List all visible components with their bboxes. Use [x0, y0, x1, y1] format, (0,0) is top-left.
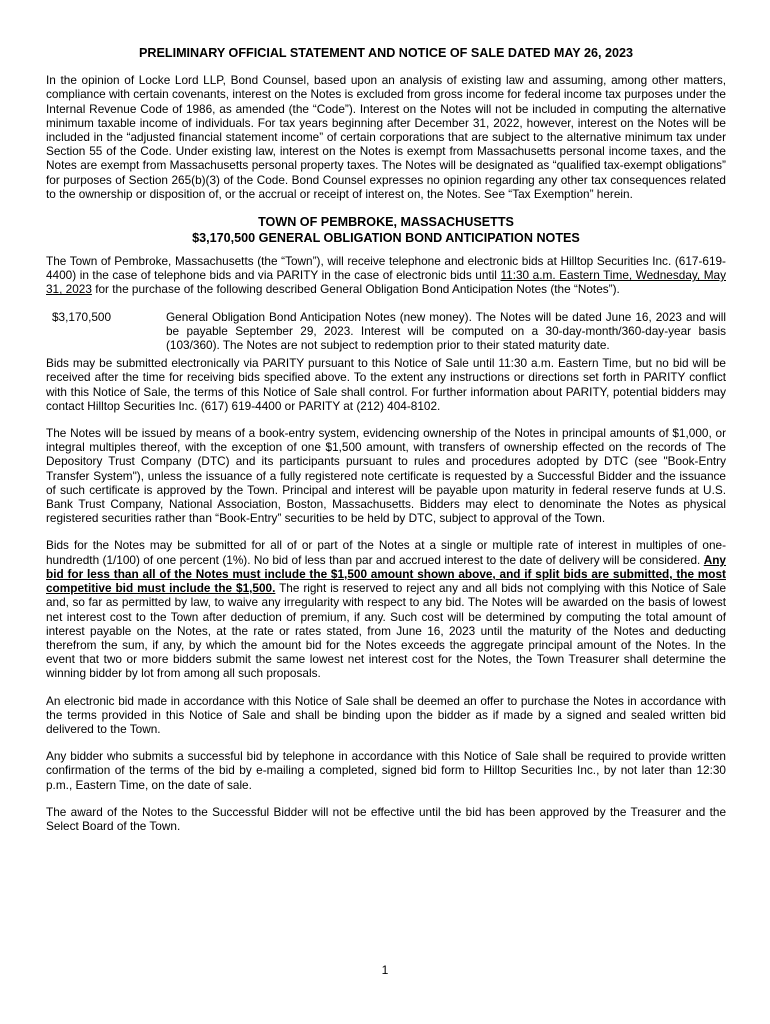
telephone-bid-paragraph: Any bidder who submits a successful bid by telephone in accordance with this Notice of Sale shall be required to provide written confirmation of the terms of the bid by e-mailing a completed, signed bid form to Hilltop Securities Inc., by not later than 12:30 p.m., Eastern Time, on the date of sale. [46, 749, 726, 792]
page-number: 1 [381, 963, 389, 977]
book-entry-paragraph: The Notes will be issued by means of a book-entry system, evidencing ownership of the Notes in principal amounts of $1,000, or integral multiples thereof, with the exception of one $1,500 amount, with transfers of ownership effected on the records of The Depository Trust Company (DTC) and its participants pursuant to rules and procedures adopted by DTC (see "Book-Entry Transfer System"), unless the issuance of a fully registered note certificate is requested by a Successful Bidder and the issuance of such certificate is approved by the Town. Principal and interest will be payable upon maturity in federal reserve funds at U.S. Bank Trust Company, National Association, Boston, Massachusetts. Bidders may elect to denominate the Notes as physical registered securities rather than “Book-Entry” securities to be held by DTC, subject to approval of the Town. [46, 426, 726, 526]
issuer-heading-notes: $3,170,500 GENERAL OBLIGATION BOND ANTICIPATION NOTES [192, 231, 580, 246]
notes-description-row [46, 310, 726, 353]
split-bid-requirement: Any bid for less than all of the Notes must include the $1,500 amount shown above, and if split bids are submitted, the most competitive bid must include the $1,500. [46, 552, 726, 596]
parity-paragraph: Bids may be submitted electronically via PARITY pursuant to this Notice of Sale until 11:30 a.m. Eastern Time, but no bid will be received after the time for receiving bids specified above. To the extent any instructions or directions set forth in PARITY conflict with this Notice of Sale, the terms of this Notice of Sale shall control. For further information about PARITY, potential bidders may contact Hilltop Securities Inc. (617) 619-4400 or PARITY at (212) 404-8102. [46, 356, 726, 413]
bids-text-after: The right is reserved to reject any and all bids not complying with this Notice of Sale and, so far as permitted by law, to waive any irregularity with respect to any bid. The Notes will be awarded on the basis of lowest net interest cost to the Town after deduction of premium, if any. Such cost will be determined by computing the total amount of interest payable on the Notes, at the rate or rates stated, from June 16, 2023 until the maturity of the Notes and deducting therefrom the sum, if any, by which the amount bid for the Notes exceeds the aggregate principal amount of the Notes. In the event that two or more bidders submit the same lowest net interest cost for the Notes, the Town Treasurer shall determine the winning bidder by lot from among all such proposals. [46, 581, 727, 681]
bids-paragraph [46, 538, 726, 680]
electronic-bid-paragraph: An electronic bid made in accordance with this Notice of Sale shall be deemed an offer to purchase the Notes in accordance with the terms provided in this Notice of Sale and shall be binding upon the bidder as if made by a signed and sealed written bid delivered to the Town. [46, 693, 726, 736]
document-page [46, 46, 726, 846]
bid-deadline: 11:30 a.m. Eastern Time, Wednesday, May 31, 2023 [46, 268, 726, 297]
bids-text-before: Bids for the Notes may be submitted for all of or part of the Notes at a single or multiple rate of interest in multiples of one-hundredth (1/100) of one percent (1%). No bid of less than par and accrued interest to the date of delivery will be considered. [46, 538, 726, 567]
notes-description: General Obligation Bond Anticipation Notes (new money). The Notes will be dated June 16, 2023 and will be payable September 29, 2023. Interest will be computed on a 30-day-month/360-day-year basis (103/360). The Notes are not subject to redemption prior to their stated maturity date. [166, 309, 726, 353]
document-title: PRELIMINARY OFFICIAL STATEMENT AND NOTICE OF SALE DATED MAY 26, 2023 [138, 46, 633, 60]
notes-amount: $3,170,500 [52, 309, 112, 324]
tax-opinion-paragraph: In the opinion of Locke Lord LLP, Bond Counsel, based upon an analysis of existing law and assuming, among other matters, compliance with certain covenants, interest on the Notes is excluded from gross income for federal income tax purposes under the Internal Revenue Code of 1986, as amended (the “Code”). Interest on the Notes will not be included in computing the alternative minimum taxable income of individuals. For tax years beginning after December 31, 2022, however, interest on the Notes will be included in the “adjusted financial statement income” of certain corporations that are subject to the alternative minimum tax under Section 55 of the Code. Under existing law, interest on the Notes is exempt from Massachusetts personal income taxes, and the Notes are exempt from Massachusetts personal property taxes. The Notes will be designated as “qualified tax-exempt obligations” for purposes of Section 265(b)(3) of the Code. Bond Counsel expresses no opinion regarding any other tax consequences related to the ownership or disposition of, or the accrual or receipt of interest on, the Notes. See “Tax Exemption” herein. [46, 73, 726, 201]
intro-text-before: The Town of Pembroke, Massachusetts (the “Town”), will receive telephone and electronic bids at Hilltop Securities Inc. (617-619-4400) in the case of telephone bids and via PARITY in the case of electronic bids until [46, 254, 726, 283]
issuer-heading [46, 214, 726, 246]
issuer-heading-town: TOWN OF PEMBROKE, MASSACHUSETTS [258, 215, 514, 230]
intro-paragraph [46, 254, 726, 297]
intro-text-after: for the purchase of the following described General Obligation Bond Anticipation Notes (the “Notes”). [91, 282, 620, 297]
award-paragraph: The award of the Notes to the Successful Bidder will not be effective until the bid has been approved by the Treasurer and the Select Board of the Town. [46, 804, 726, 833]
